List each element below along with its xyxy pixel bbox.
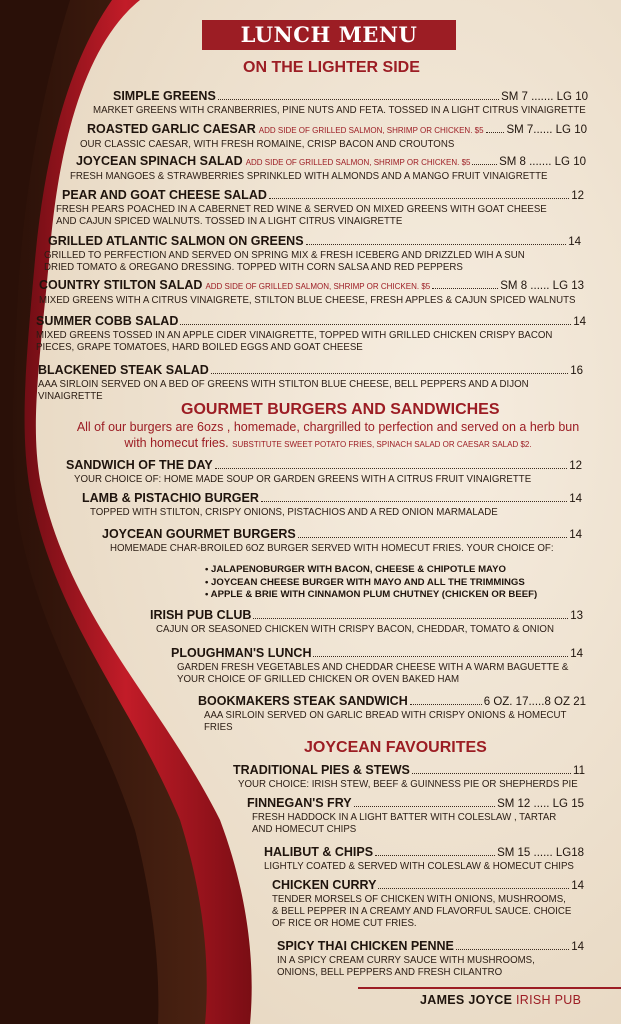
item-description: GARDEN FRESH VEGETABLES AND CHEDDAR CHEESE WITH A WARM BAGUETTE & YOUR CHOICE OF GRILLED CHICKEN OR OVEN BAKED HAM [177, 662, 569, 685]
item-price: SM 15 ...... LG18 [497, 847, 584, 859]
intro-line-2 [48, 435, 608, 453]
item-price: 11 [573, 765, 585, 777]
item-description: MIXED GREENS WITH A CITRUS VINAIGRETE, STILTON BLUE CHEESE, FRESH APPLES & CAJUN SPICED WALNUTS [39, 295, 576, 306]
leader-dots [472, 164, 497, 165]
burgers-intro [48, 419, 608, 453]
item-price: 14 [570, 648, 583, 660]
leader-dots [218, 99, 499, 100]
item-name: COUNTRY STILTON SALAD [39, 278, 203, 292]
item-description: FRESH HADDOCK IN A LIGHT BATTER WITH COLESLAW , TARTAR AND HOMECUT CHIPS [252, 812, 557, 835]
menu-item [272, 877, 584, 930]
menu-item [233, 762, 585, 791]
item-description: MIXED GREENS TOSSED IN AN APPLE CIDER VINAIGRETTE, TOPPED WITH GRILLED CHICKEN CRISPY BACON PIECES, GRAPE TOMATOES, HARD BOILED EGGS AND GOAT CHEESE [36, 330, 553, 353]
item-description: HOMEMADE CHAR-BROILED 6OZ BURGER SERVED WITH HOMECUT FRIES. YOUR CHOICE OF: [110, 543, 554, 554]
menu-item [80, 121, 587, 151]
leader-dots [375, 855, 495, 856]
leader-dots [378, 888, 569, 889]
menu-item [70, 153, 586, 183]
leader-dots [432, 288, 498, 289]
brand-suffix: IRISH PUB [512, 993, 582, 1007]
item-name: BLACKENED STEAK SALAD [38, 363, 209, 377]
item-description: LIGHTLY COATED & SERVED WITH COLESLAW & HOMECUT CHIPS [264, 861, 574, 872]
item-name: BOOKMAKERS STEAK SANDWICH [198, 694, 408, 708]
leader-dots [261, 501, 567, 502]
section-heading-favourites: JOYCEAN FAVOURITES [304, 739, 487, 756]
section-heading-burgers: GOURMET BURGERS AND SANDWICHES [181, 401, 500, 418]
leader-dots [410, 704, 482, 705]
menu-item [38, 362, 583, 403]
burger-choice: • APPLE & BRIE WITH CINNAMON PLUM CHUTNEY (CHICKEN OR BEEF) [205, 589, 538, 600]
footer-brand [420, 993, 581, 1007]
burger-choice: • JALAPENOBURGER WITH BACON, CHEESE & CHIPOTLE MAYO [205, 564, 506, 575]
menu-item [198, 693, 586, 734]
intro-line-1: All of our burgers are 6ozs , homemade, chargrilled to perfection and served on a herb bun [76, 420, 580, 434]
item-price: 12 [569, 460, 582, 472]
menu-item [44, 233, 581, 274]
item-name: IRISH PUB CLUB [150, 608, 252, 622]
item-description: IN A SPICY CREAM CURRY SAUCE WITH MUSHROOMS, ONIONS, BELL PEPPERS AND FRESH CILANTRO [277, 955, 535, 978]
leader-dots [354, 806, 495, 807]
item-note: ADD SIDE OF GRILLED SALMON, SHRIMP OR CHICKEN. $5 [258, 126, 484, 135]
item-description: YOUR CHOICE OF: HOME MADE SOUP OR GARDEN GREENS WITH A CITRUS FRUIT VINAIGRETTE [74, 474, 532, 485]
item-price: SM 12 ..... LG 15 [497, 798, 584, 810]
item-name: SIMPLE GREENS [113, 89, 216, 103]
item-price: 14 [571, 880, 584, 892]
item-name: SPICY THAI CHICKEN PENNE [277, 939, 454, 953]
item-price: 14 [569, 529, 582, 541]
menu-item [277, 938, 584, 979]
menu-item [150, 607, 583, 636]
item-description: TOPPED WITH STILTON, CRISPY ONIONS, PISTACHIOS AND A RED ONION MARMALADE [90, 507, 498, 518]
section-heading-lighter-side: ON THE LIGHTER SIDE [243, 59, 420, 76]
menu-item [93, 88, 588, 117]
menu-item [66, 457, 582, 486]
item-name: FINNEGAN'S FRY [247, 796, 352, 810]
item-price: 14 [571, 941, 584, 953]
leader-dots [486, 132, 505, 133]
item-description: YOUR CHOICE: IRISH STEW, BEEF & GUINNESS PIE OR SHEPHERDS PIE [238, 779, 578, 790]
item-name: ROASTED GARLIC CAESAR [87, 122, 256, 136]
item-name: GRILLED ATLANTIC SALMON ON GREENS [48, 234, 304, 248]
menu-item [102, 526, 582, 555]
item-price: 13 [570, 610, 583, 622]
menu-item [247, 795, 584, 836]
intro-text: with homecut fries. [124, 436, 229, 450]
item-description: FRESH MANGOES & STRAWBERRIES SPRINKLED WITH ALMONDS AND A MANGO FRUIT VINAIGRETTE [70, 171, 548, 182]
menu-item [56, 187, 584, 228]
leader-dots [211, 373, 568, 374]
leader-dots [306, 244, 567, 245]
menu-item [36, 313, 586, 354]
item-name: SUMMER COBB SALAD [36, 314, 179, 328]
menu-item [264, 844, 584, 873]
menu-item [171, 645, 583, 686]
burger-choices-list [205, 564, 537, 602]
leader-dots [313, 656, 568, 657]
item-price: 16 [570, 365, 583, 377]
burger-choice: • JOYCEAN CHEESE BURGER WITH MAYO AND ALL THE TRIMMINGS [205, 576, 525, 588]
item-price: 14 [569, 493, 582, 505]
brand-name: JAMES JOYCE [420, 993, 513, 1007]
item-description: FRESH PEARS POACHED IN A CABERNET RED WINE & SERVED ON MIXED GREENS WITH GOAT CHEESE AND CAJUN SPICED WALNUTS. TOSSED IN A LIGHT CITRUS VINAIGRETTE [56, 204, 547, 227]
leader-dots [253, 618, 568, 619]
item-price: SM 8 ...... LG 13 [500, 280, 584, 292]
item-price: SM 7 ....... LG 10 [501, 91, 588, 103]
footer-divider [358, 987, 621, 989]
menu-title: LUNCH MENU [202, 20, 456, 50]
item-price: 12 [571, 190, 584, 202]
item-price: 6 OZ. 17.....8 OZ 21 [483, 696, 586, 708]
item-description: AAA SIRLOIN SERVED ON GARLIC BREAD WITH CRISPY ONIONS & HOMECUT FRIES [204, 710, 567, 733]
leader-dots [180, 324, 571, 325]
item-note: ADD SIDE OF GRILLED SALMON, SHRIMP OR CHICKEN. $5 [245, 158, 471, 167]
leader-dots [298, 537, 567, 538]
leader-dots [269, 198, 569, 199]
item-name: SANDWICH OF THE DAY [66, 458, 213, 472]
menu-item [39, 277, 584, 307]
item-name: LAMB & PISTACHIO BURGER [82, 491, 259, 505]
leader-dots [215, 468, 567, 469]
item-price: SM 8 ....... LG 10 [499, 156, 586, 168]
item-name: PLOUGHMAN'S LUNCH [171, 646, 312, 660]
item-price: 14 [573, 316, 586, 328]
item-name: TRADITIONAL PIES & STEWS [233, 763, 410, 777]
item-description: CAJUN OR SEASONED CHICKEN WITH CRISPY BACON, CHEDDAR, TOMATO & ONION [156, 624, 554, 635]
item-description: AAA SIRLOIN SERVED ON A BED OF GREENS WITH STILTON BLUE CHEESE, BELL PEPPERS AND A DIJON VINAIGRETTE [38, 379, 529, 402]
item-name: PEAR AND GOAT CHEESE SALAD [62, 188, 267, 202]
leader-dots [456, 949, 569, 950]
item-price: 14 [568, 236, 581, 248]
leader-dots [412, 773, 571, 774]
intro-substitute-note: SUBSTITUTE SWEET POTATO FRIES, SPINACH SALAD OR CAESAR SALAD $2. [232, 440, 532, 449]
menu-item [82, 490, 582, 519]
item-description: OUR CLASSIC CAESAR, WITH FRESH ROMAINE, CRISP BACON AND CROUTONS [80, 139, 455, 150]
item-price: SM 7...... LG 10 [506, 124, 587, 136]
item-description: MARKET GREENS WITH CRANBERRIES, PINE NUTS AND FETA. TOSSED IN A LIGHT CITRUS VINAIGRETTE [93, 105, 586, 116]
item-note: ADD SIDE OF GRILLED SALMON, SHRIMP OR CHICKEN. $5 [205, 282, 431, 291]
item-description: GRILLED TO PERFECTION AND SERVED ON SPRING MIX & FRESH ICEBERG AND DRIZZLED WIH A SUN DRIED TOMATO & OREGANO DRESSING. TOPPED WITH CORN SALSA AND RED PEPPERS [44, 250, 525, 273]
item-name: CHICKEN CURRY [272, 878, 377, 892]
item-name: JOYCEAN SPINACH SALAD [76, 154, 243, 168]
item-description: TENDER MORSELS OF CHICKEN WITH ONIONS, MUSHROOMS, & BELL PEPPER IN A CREAMY AND FLAVORFUL SAUCE. CHOICE OF RICE OR HOME CUT FRIES. [272, 894, 572, 929]
item-name: JOYCEAN GOURMET BURGERS [102, 527, 296, 541]
item-name: HALIBUT & CHIPS [264, 845, 374, 859]
